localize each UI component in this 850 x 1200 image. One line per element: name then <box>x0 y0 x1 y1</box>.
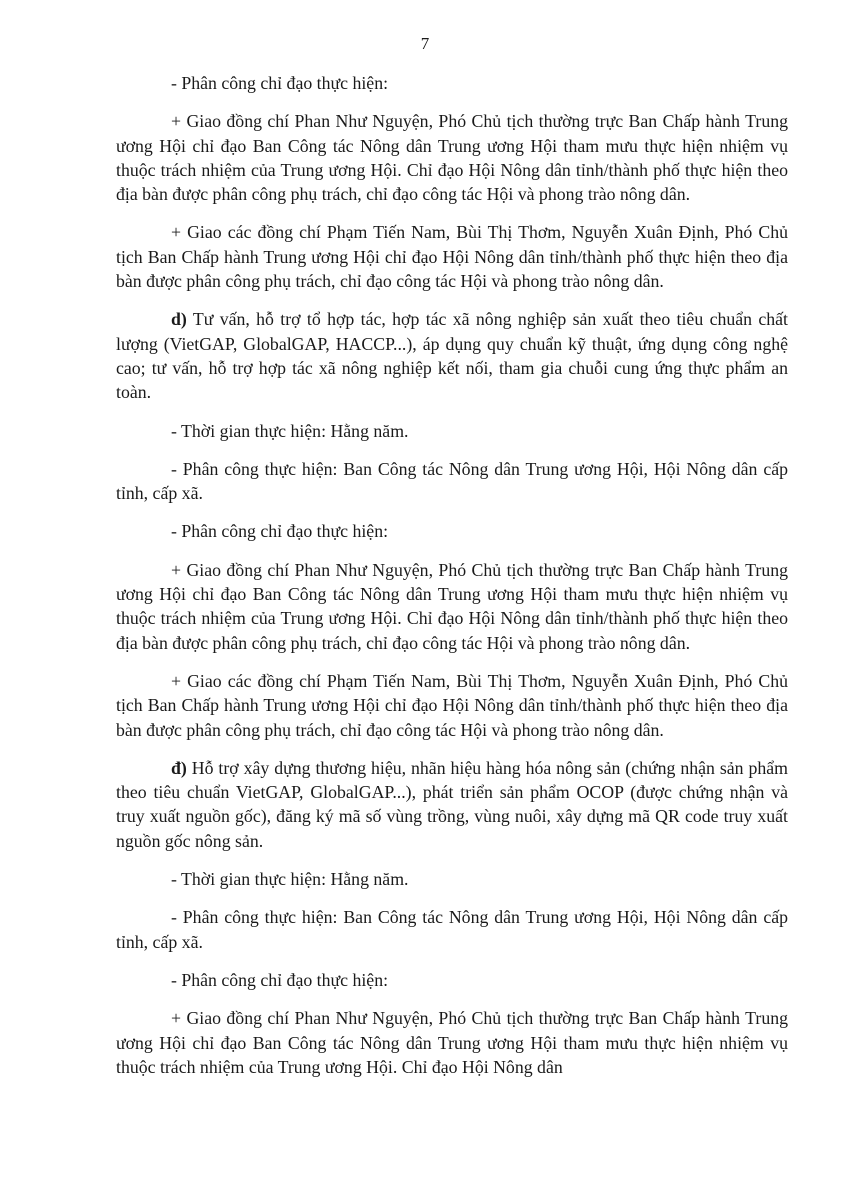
paragraph-item-d: d) Tư vấn, hỗ trợ tổ hợp tác, hợp tác xã nông nghiệp sản xuất theo tiêu chuẩn chất lượng (VietGAP, GlobalGAP, HACCP...), áp dụng quy chuẩn kỹ thuật, ứng dụng công nghệ cao; tư vấn, hỗ trợ hợp tác xã nông nghiệp kết nối, tham gia chuỗi cung ứng thực phẩm an toàn. <box>116 309 788 403</box>
paragraph-assignment-heading-1: - Phân công chỉ đạo thực hiện: <box>171 73 389 93</box>
paragraph-implementation-2: - Phân công thực hiện: Ban Công tác Nông dân Trung ương Hội, Hội Nông dân cấp tỉnh, cấp xã. <box>116 907 788 952</box>
item-label-dd: đ) <box>171 757 187 778</box>
paragraph-timeline-2: - Thời gian thực hiện: Hằng năm. <box>171 869 409 890</box>
paragraph-timeline-1: - Thời gian thực hiện: Hằng năm. <box>171 420 409 441</box>
paragraph-assignment-heading-3: - Phân công chỉ đạo thực hiện: <box>171 969 389 990</box>
page-number: 7 <box>420 34 430 53</box>
document-body <box>116 71 788 1093</box>
paragraph-assignment-standing-vice-chair-3: + Giao đồng chí Phan Như Nguyện, Phó Chủ tịch thường trực Ban Chấp hành Trung ương Hội chỉ đạo Ban Công tác Nông dân Trung ương Hội tham mưu thực hiện nhiệm vụ thuộc trách nhiệm của Trung ương Hội. Chỉ đạo Hội Nông dân <box>116 1008 788 1077</box>
paragraph-assignment-vice-chairs-2: + Giao các đồng chí Phạm Tiến Nam, Bùi Thị Thơm, Nguyễn Xuân Định, Phó Chủ tịch Ban Chấp hành Trung ương Hội chỉ đạo Hội Nông dân tỉnh/thành phố thực hiện theo địa bàn được phân công phụ trách, chỉ đạo công tác Hội và phong trào nông dân. <box>116 670 788 740</box>
paragraph-item-dd: đ) Hỗ trợ xây dựng thương hiệu, nhãn hiệu hàng hóa nông sản (chứng nhận sản phẩm theo tiêu chuẩn VietGAP, GlobalGAP...), phát triển sản phẩm OCOP (được chứng nhận và truy xuất nguồn gốc), đăng ký mã số vùng trồng, vùng nuôi, xây dựng mã QR code truy xuất nguồn gốc nông sản. <box>116 757 788 851</box>
paragraph-assignment-standing-vice-chair-1: + Giao đồng chí Phan Như Nguyện, Phó Chủ tịch thường trực Ban Chấp hành Trung ương Hội chỉ đạo Ban Công tác Nông dân Trung ương Hội tham mưu thực hiện nhiệm vụ thuộc trách nhiệm của Trung ương Hội. Chỉ đạo Hội Nông dân tỉnh/thành phố thực hiện theo địa bàn được phân công phụ trách, chỉ đạo công tác Hội và phong trào nông dân. <box>116 111 788 205</box>
paragraph-implementation-1: - Phân công thực hiện: Ban Công tác Nông dân Trung ương Hội, Hội Nông dân cấp tỉnh, cấp xã. <box>116 458 788 504</box>
item-label-d: d) <box>171 309 187 330</box>
paragraph-assignment-vice-chairs-1: + Giao các đồng chí Phạm Tiến Nam, Bùi Thị Thơm, Nguyễn Xuân Định, Phó Chủ tịch Ban Chấp hành Trung ương Hội chỉ đạo Hội Nông dân tỉnh/thành phố thực hiện theo địa bàn được phân công phụ trách, chỉ đạo công tác Hội và phong trào nông dân. <box>116 222 788 292</box>
paragraph-assignment-heading-2: - Phân công chỉ đạo thực hiện: <box>171 521 389 542</box>
paragraph-assignment-standing-vice-chair-2: + Giao đồng chí Phan Như Nguyện, Phó Chủ tịch thường trực Ban Chấp hành Trung ương Hội chỉ đạo Ban Công tác Nông dân Trung ương Hội tham mưu thực hiện nhiệm vụ thuộc trách nhiệm của Trung ương Hội. Chỉ đạo Hội Nông dân tỉnh/thành phố thực hiện theo địa bàn được phân công phụ trách, chỉ đạo công tác Hội và phong trào nông dân. <box>116 559 788 653</box>
